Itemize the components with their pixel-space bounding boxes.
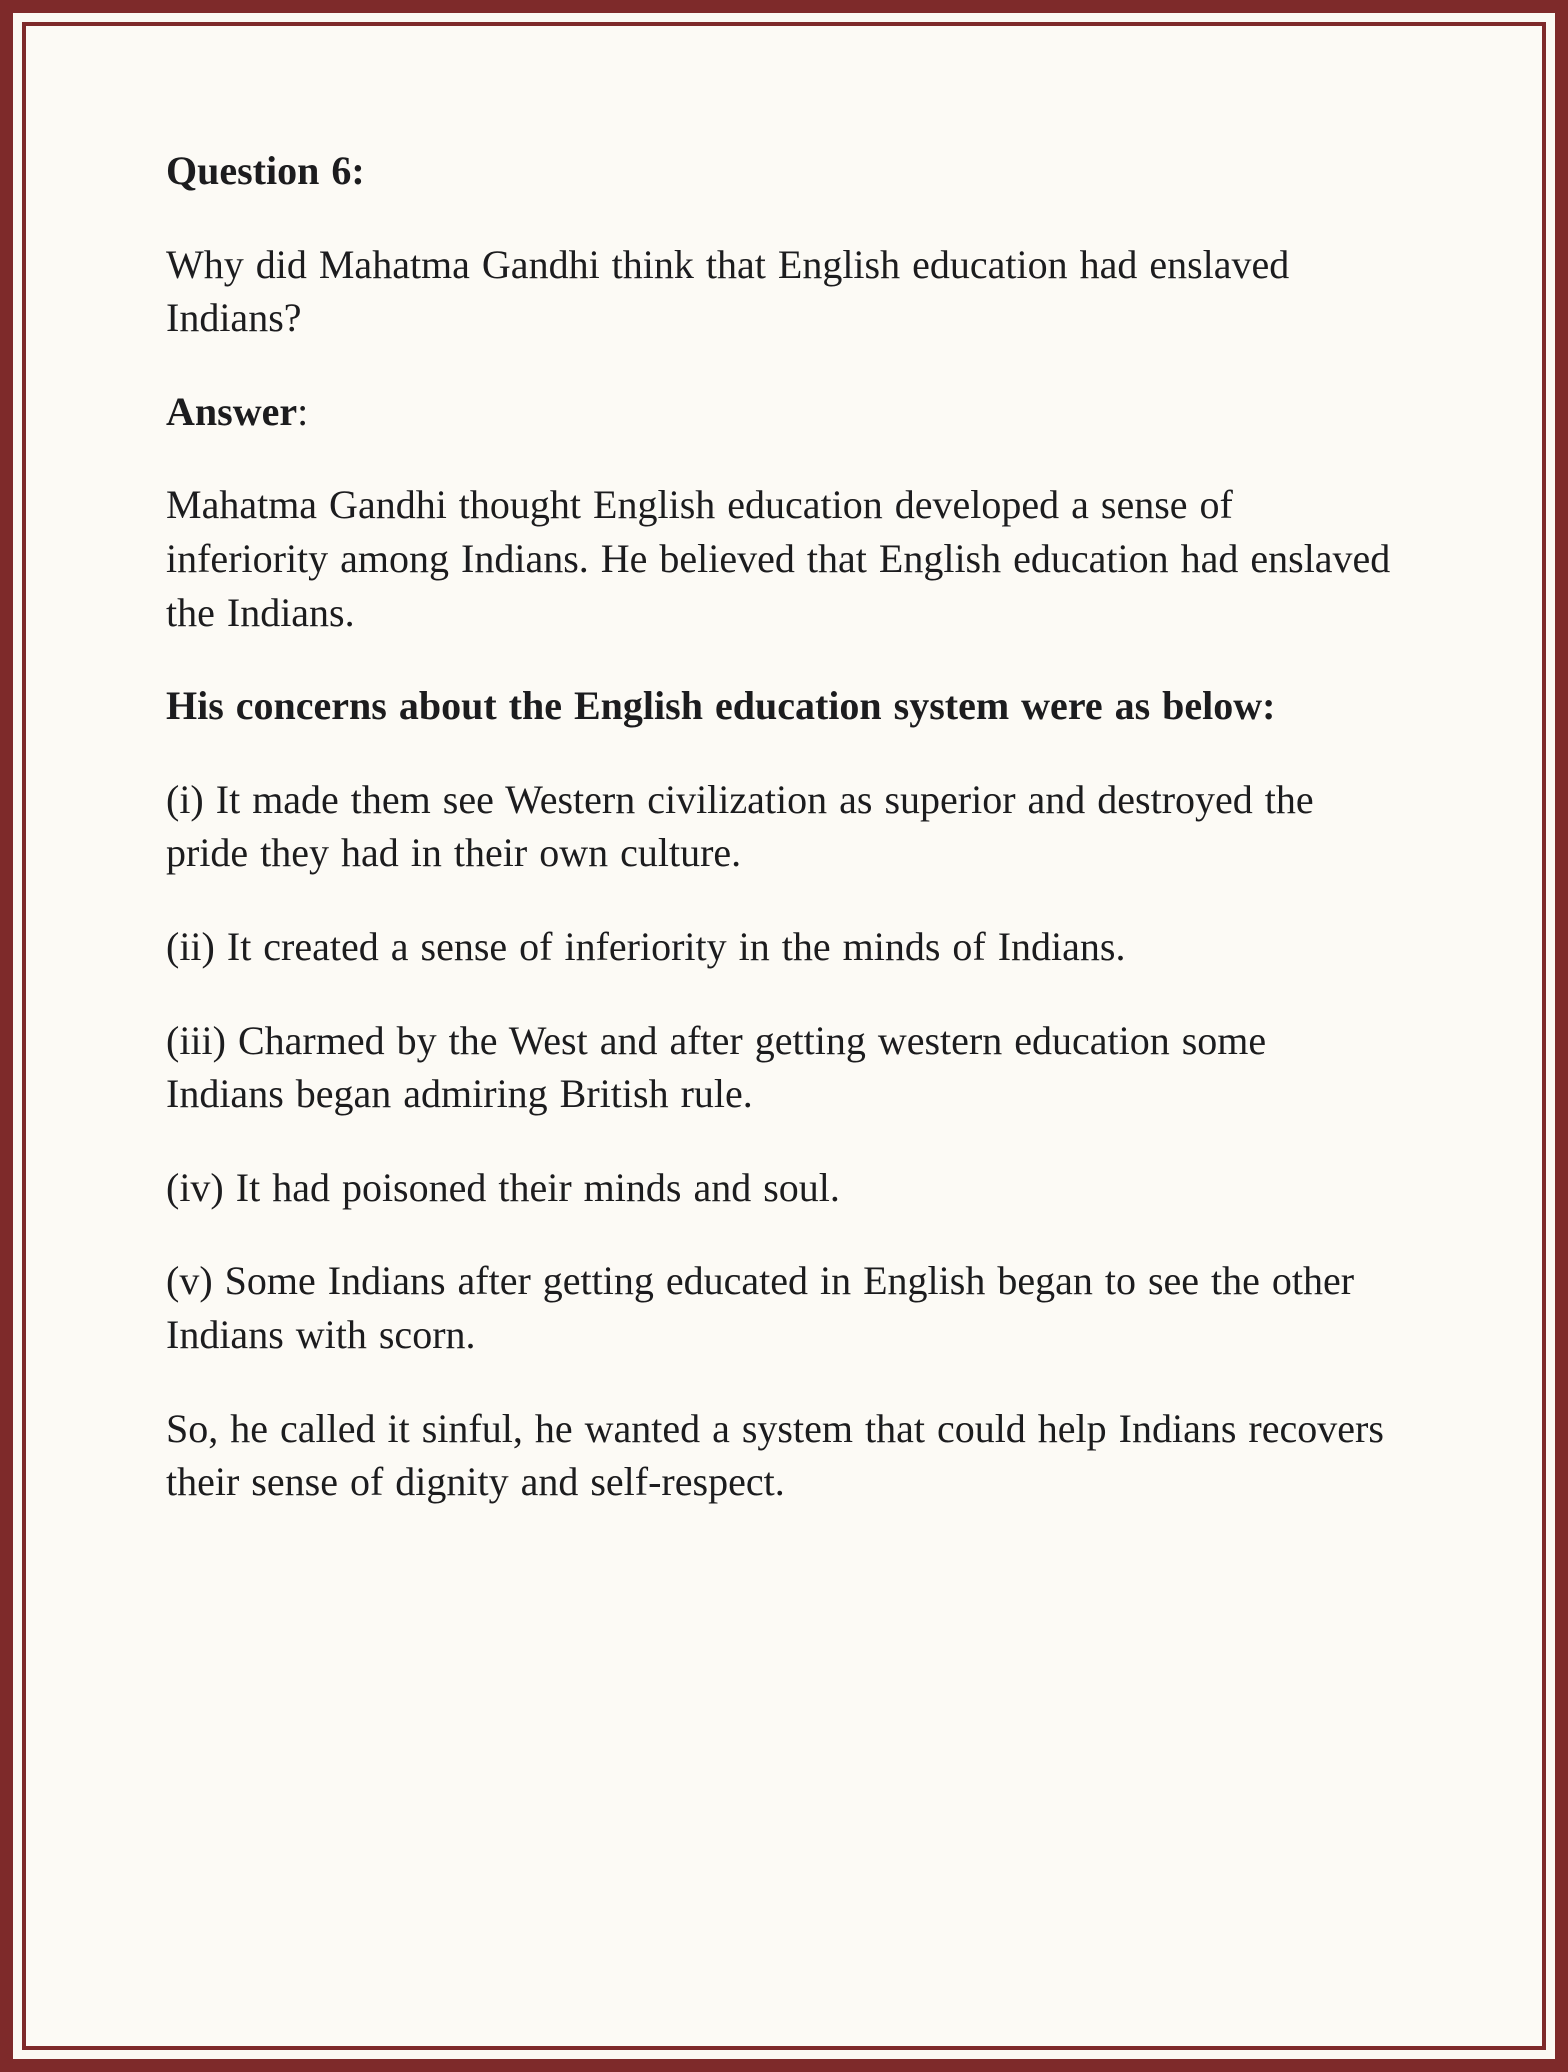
concern-item-2: (ii) It created a sense of inferiority in the minds of Indians. xyxy=(166,923,1126,969)
concern-item-3: (iii) Charmed by the West and after getting western education some Indians began admiring British rule. xyxy=(166,1017,1267,1117)
answer-label: Answer xyxy=(166,388,298,434)
question-label: Question 6: xyxy=(166,148,365,193)
concern-item-5: (v) Some Indians after getting educated in English began to see the other Indians with scorn. xyxy=(166,1258,1355,1357)
concern-item-4: (iv) It had poisoned their minds and soul. xyxy=(166,1164,840,1210)
page-inner-border xyxy=(22,22,1546,2050)
concern-item-1: (i) It made them see Western civilization as superior and destroyed the pride they had in their own culture. xyxy=(166,776,1314,876)
conclusion-text: So, he called it sinful, he wanted a system that could help Indians recovers their sense of dignity and self-respect. xyxy=(166,1405,1384,1505)
question-text: Why did Mahatma Gandhi think that English education had enslaved Indians? xyxy=(166,241,1290,341)
answer-intro-text: Mahatma Gandhi thought English education developed a sense of inferiority among Indians. He believed that English education had enslaved the Indians. xyxy=(166,482,1391,635)
answer-label-colon: : xyxy=(297,388,309,434)
document-body xyxy=(166,144,1392,1509)
answer-label-line xyxy=(166,385,1392,439)
concerns-heading: His concerns about the English education system were as below: xyxy=(166,683,1276,729)
